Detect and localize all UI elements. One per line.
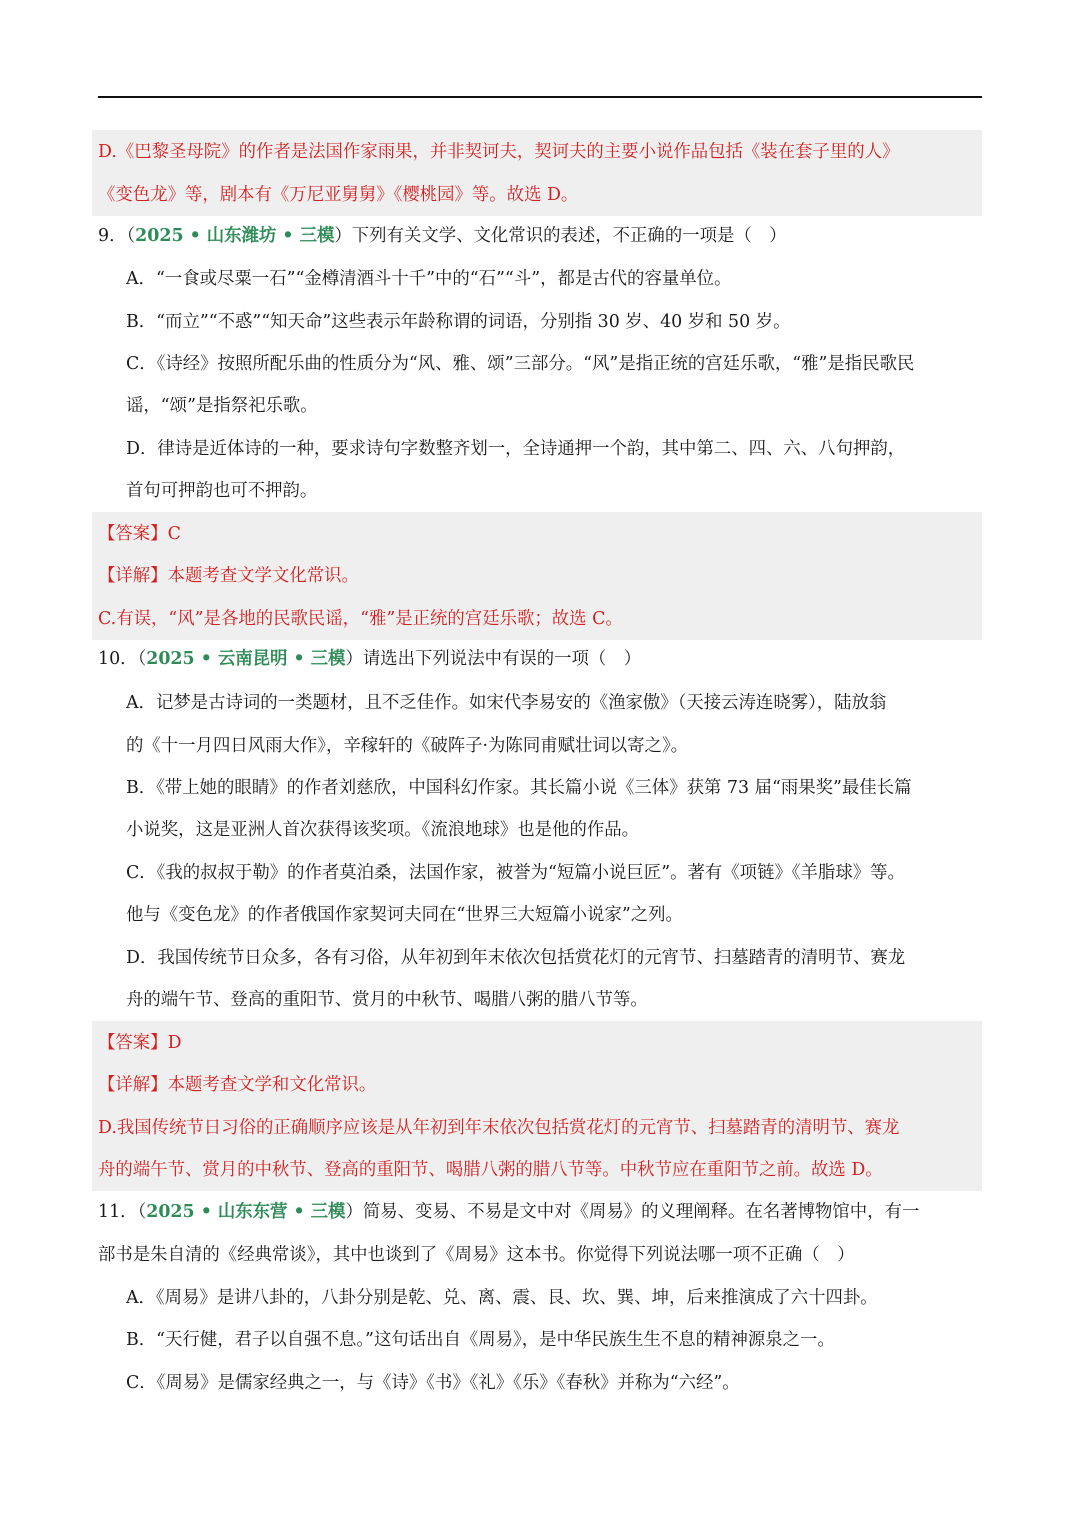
q10-option-b-line-2: 小说奖，这是亚洲人首次获得该奖项。《流浪地球》也是他的作品。 — [126, 820, 640, 840]
q11-option-b: B．“天行健，君子以自强不息。”这句话出自《周易》，是中华民族生生不息的精神源泉之一。 — [126, 1330, 835, 1350]
q11-stem-text: 简易、变易、不易是文中对《周易》的义理阐释。在名著博物馆中，有一 — [362, 1202, 920, 1222]
q10-option-d-line-1: D．我国传统节日众多，各有习俗，从年初到年末依次包括赏花灯的元宵节、扫墓踏青的清明节、赛龙 — [126, 948, 906, 968]
q10-explanation-line-1: D.我国传统节日习俗的正确顺序应该是从年初到年末依次包括赏花灯的元宵节、扫墓踏青的清明节、赛龙 — [98, 1118, 900, 1138]
header-rule — [98, 96, 982, 98]
q9-option-a: A．“一食或尽粟一石”“金樽清酒斗十千”中的“石”“斗”，都是古代的容量单位。 — [126, 269, 732, 289]
q9-source: 2025 • 山东潍坊 • 三模 — [135, 226, 335, 246]
q9-explanation: C.有误，“风”是各地的民歌民谣，“雅”是正统的宫廷乐歌；故选 C。 — [98, 609, 623, 629]
q10-answer-label: 【答案】 — [98, 1033, 168, 1053]
q10-option-b-line-1: B．《带上她的眼睛》的作者刘慈欣，中国科幻作家。其长篇小说《三体》获第 73 届“雨果奖”最佳长篇 — [126, 778, 912, 798]
q11-source-open: （ — [137, 1202, 147, 1222]
q9-detail-label: 【详解】 — [98, 566, 168, 586]
q9-detail — [98, 562, 982, 590]
q9-detail-text: 本题考查文学文化常识。 — [167, 566, 359, 586]
q10-answer — [98, 1029, 982, 1057]
q10-source-open: （ — [137, 649, 147, 669]
q11-source: 2025 • 山东东营 • 三模 — [146, 1202, 346, 1222]
q9-answer-label: 【答案】 — [98, 524, 168, 544]
q9-stem-text: 下列有关文学、文化常识的表述，不正确的一项是（ ） — [351, 226, 787, 246]
q10-option-c-line-1: C．《我的叔叔于勒》的作者莫泊桑，法国作家，被誉为“短篇小说巨匠”。著有《项链》《羊脂球》等。 — [126, 863, 905, 883]
q9-answer — [98, 520, 982, 548]
q9-option-c-line-2: 谣，“颂”是指祭祀乐歌。 — [126, 396, 318, 416]
q10-option-a-line-1: A．记梦是古诗词的一类题材，且不乏佳作。如宋代李易安的《渔家傲》（天接云涛连晓雾），陆放翁 — [126, 693, 887, 713]
q9-stem — [98, 222, 982, 250]
q11-option-c: C．《周易》是儒家经典之一，与《诗》《书》《礼》《乐》《春秋》并称为“六经”。 — [126, 1373, 740, 1393]
q9-source-close: ） — [334, 226, 352, 246]
q10-option-a-line-2: 的《十一月四日风雨大作》，辛稼轩的《破阵子·为陈同甫赋壮词以寄之》。 — [126, 736, 689, 756]
q9-option-b: B．“而立”“不惑”“知天命”这些表示年龄称谓的词语，分别指 30 岁、40 岁和 50 岁。 — [126, 312, 791, 332]
q10-stem — [98, 645, 982, 673]
q11-option-a: A．《周易》是讲八卦的，八卦分别是乾、兑、离、震、艮、坎、巽、坤，后来推演成了六十四卦。 — [126, 1288, 878, 1308]
q10-option-c-line-2: 他与《变色龙》的作者俄国作家契诃夫同在“世界三大短篇小说家”之列。 — [126, 905, 683, 925]
q10-detail-label: 【详解】 — [98, 1075, 168, 1095]
q10-detail-text: 本题考查文学和文化常识。 — [167, 1075, 377, 1095]
q10-stem-text: 请选出下列说法中有误的一项（ ） — [362, 649, 642, 669]
q10-number: 10． — [98, 649, 138, 669]
q10-source: 2025 • 云南昆明 • 三模 — [146, 649, 346, 669]
q10-source-close: ） — [345, 649, 363, 669]
q9-option-c-line-1: C．《诗经》按照所配乐曲的性质分为“风、雅、颂”三部分。“风”是指正统的宫廷乐歌，“雅”是指民歌民 — [126, 354, 915, 374]
q11-stem-line-2: 部书是朱自清的《经典常谈》，其中也谈到了《周易》这本书。你觉得下列说法哪一项不正确（ ） — [98, 1245, 855, 1265]
q8-explanation-line-1: D.《巴黎圣母院》的作者是法国作家雨果，并非契诃夫，契诃夫的主要小说作品包括《装在套子里的人》 — [98, 142, 900, 162]
q10-option-d-line-2: 舟的端午节、登高的重阳节、赏月的中秋节、喝腊八粥的腊八节等。 — [126, 990, 648, 1010]
q11-number: 11． — [98, 1202, 138, 1222]
q10-answer-value: D — [167, 1033, 182, 1053]
q9-source-open: （ — [126, 226, 136, 246]
q9-number: 9． — [98, 226, 127, 246]
q10-explanation-line-2: 舟的端午节、赏月的中秋节、登高的重阳节、喝腊八粥的腊八节等。中秋节应在重阳节之前。故选 D。 — [98, 1160, 883, 1180]
q9-option-d-line-1: D．律诗是近体诗的一种，要求诗句字数整齐划一，全诗通押一个韵，其中第二、四、六、八句押韵， — [126, 439, 906, 459]
q9-option-d-line-2: 首句可押韵也可不押韵。 — [126, 481, 318, 501]
q8-explanation-line-2: 《变色龙》等，剧本有《万尼亚舅舅》《樱桃园》等。故选 D。 — [98, 185, 579, 205]
q11-source-close: ） — [345, 1202, 363, 1222]
q9-answer-value: C — [167, 524, 181, 544]
q11-stem-line-1 — [98, 1198, 982, 1226]
q10-detail — [98, 1071, 982, 1099]
